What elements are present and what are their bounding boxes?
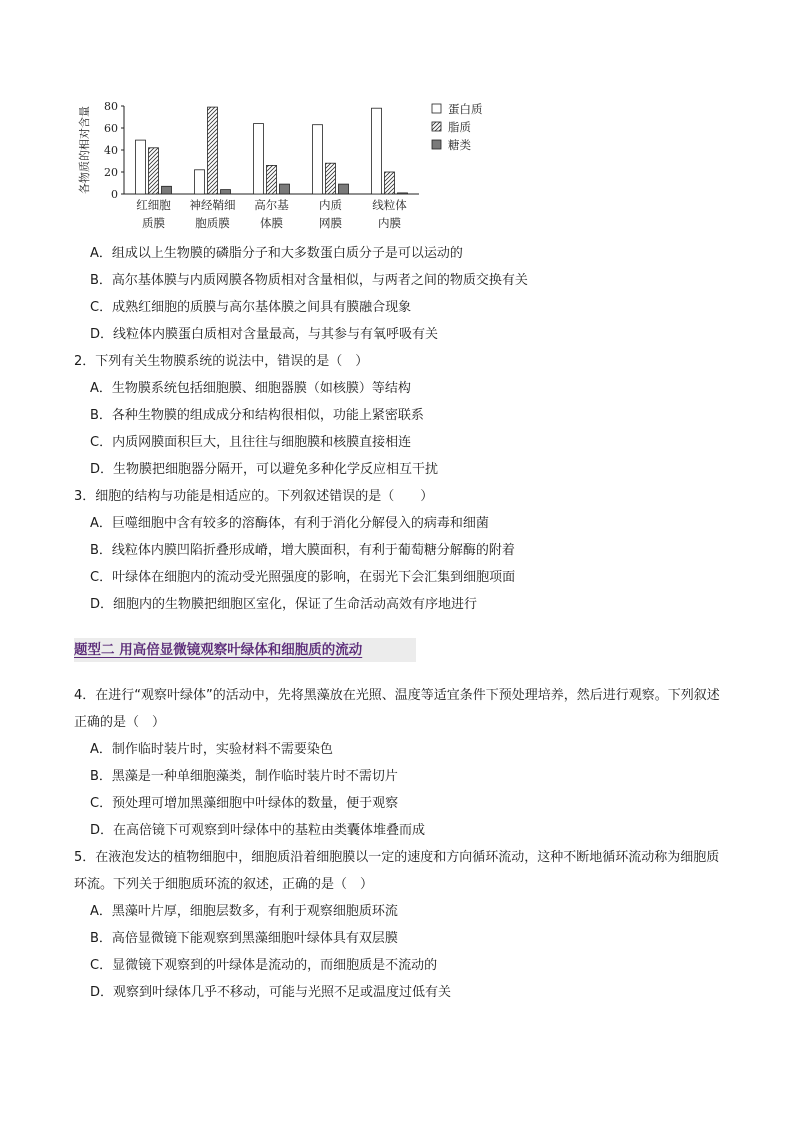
- q5-stem: 5．在液泡发达的植物细胞中，细胞质沿着细胞膜以一定的速度和方向循环流动，这种不断地循环流动称为细胞质环流。下列关于细胞质环流的叙述，正确的是（ ）: [74, 850, 720, 892]
- x-tick-label: 内膜: [378, 216, 401, 230]
- bar: [162, 186, 172, 194]
- q5-option-d: D．观察到叶绿体几乎不移动，可能与光照不足或温度过低有关: [90, 985, 452, 1000]
- bar: [313, 125, 323, 194]
- x-tick-label: 网膜: [319, 216, 342, 230]
- bar: [195, 170, 205, 194]
- y-tick-label: 60: [104, 122, 118, 135]
- q3-option-d: D．细胞内的生物膜把细胞区室化，保证了生命活动高效有序地进行: [90, 597, 478, 612]
- q4-option-d: D．在高倍镜下可观察到叶绿体中的基粒由类囊体堆叠而成: [90, 823, 426, 838]
- section-heading: [74, 638, 416, 662]
- x-tick-label: 神经鞘细: [189, 198, 236, 212]
- membrane-composition-chart: [74, 96, 534, 236]
- q2-option-a: A．生物膜系统包括细胞膜、细胞器膜（如核膜）等结构: [90, 381, 411, 396]
- q4-option-c: C．预处理可增加黑藻细胞中叶绿体的数量，便于观察: [90, 796, 399, 811]
- bar: [267, 165, 277, 194]
- y-tick-label: 40: [104, 144, 118, 157]
- bar: [280, 184, 290, 194]
- q5-option-b: B．高倍显微镜下能观察到黑藻细胞叶绿体具有双层膜: [90, 931, 398, 946]
- y-axis-label: 各物质的相对含量: [78, 106, 91, 194]
- legend-label: 蛋白质: [448, 102, 483, 116]
- q4-option-b: B．黑藻是一种单细胞藻类，制作临时装片时不需切片: [90, 769, 398, 784]
- q2-option-d: D．生物膜把细胞器分隔开，可以避免多种化学反应相互干扰: [90, 462, 439, 477]
- y-tick-label: 80: [104, 100, 118, 113]
- q4-stem: 4．在进行“观察叶绿体”的活动中，先将黑藻放在光照、温度等适宜条件下预处理培养，然后进行观察。下列叙述正确的是（ ）: [74, 688, 720, 730]
- q1-option-b: B．高尔基体膜与内质网膜各物质相对含量相似，与两者之间的物质交换有关: [90, 273, 528, 288]
- q5-option-c: C．显微镜下观察到的叶绿体是流动的，而细胞质是不流动的: [90, 958, 438, 973]
- y-tick-label: 20: [104, 166, 118, 179]
- legend-swatch: [432, 140, 441, 149]
- q1-option-a: A．组成以上生物膜的磷脂分子和大多数蛋白质分子是可以运动的: [90, 246, 463, 261]
- x-tick-label: 胞质膜: [195, 216, 230, 230]
- legend-label: 糖类: [448, 138, 471, 152]
- q1-option-d: D．线粒体内膜蛋白质相对含量最高，与其参与有氧呼吸有关: [90, 327, 439, 342]
- q2-option-c: C．内质网膜面积巨大，且往往与细胞膜和核膜直接相连: [90, 435, 412, 450]
- q2-stem: 2．下列有关生物膜系统的说法中，错误的是（ ）: [74, 354, 369, 369]
- q3-option-a: A．巨噬细胞中含有较多的溶酶体，有利于消化分解侵入的病毒和细菌: [90, 516, 489, 531]
- x-tick-label: 体膜: [260, 216, 283, 230]
- q2-option-b: B．各种生物膜的组成成分和结构很相似，功能上紧密联系: [90, 408, 424, 423]
- q3-stem: 3．细胞的结构与功能是相适应的。下列叙述错误的是（ ）: [74, 489, 434, 504]
- x-tick-label: 内质: [319, 198, 342, 212]
- y-tick-label: 0: [111, 188, 118, 201]
- bar: [208, 107, 218, 194]
- question-content: [74, 240, 724, 1006]
- q3-option-b: B．线粒体内膜凹陷折叠形成嵴，增大膜面积，有利于葡萄糖分解酶的附着: [90, 543, 515, 558]
- bar: [136, 140, 146, 194]
- x-tick-label: 高尔基: [254, 198, 289, 212]
- section-title: 题型二 用高倍显微镜观察叶绿体和细胞质的流动: [74, 642, 363, 658]
- x-tick-label: 线粒体: [372, 198, 407, 212]
- legend-swatch: [432, 122, 441, 131]
- bar: [372, 108, 382, 194]
- legend-swatch: [432, 104, 441, 113]
- q5-option-a: A．黑藻叶片厚，细胞层数多，有利于观察细胞质环流: [90, 904, 398, 919]
- bar: [398, 193, 408, 194]
- bar: [385, 172, 395, 194]
- bar: [254, 124, 264, 194]
- bar: [221, 190, 231, 194]
- q1-option-c: C．成熟红细胞的质膜与高尔基体膜之间具有膜融合现象: [90, 300, 412, 315]
- q4-option-a: A．制作临时装片时，实验材料不需要染色: [90, 742, 333, 757]
- x-tick-label: 红细胞: [136, 198, 171, 212]
- x-tick-label: 质膜: [142, 216, 165, 230]
- bar: [149, 148, 159, 194]
- q3-option-c: C．叶绿体在细胞内的流动受光照强度的影响，在弱光下会汇集到细胞项面: [90, 570, 516, 585]
- legend-label: 脂质: [448, 120, 471, 134]
- bar: [326, 163, 336, 194]
- bar: [339, 184, 349, 194]
